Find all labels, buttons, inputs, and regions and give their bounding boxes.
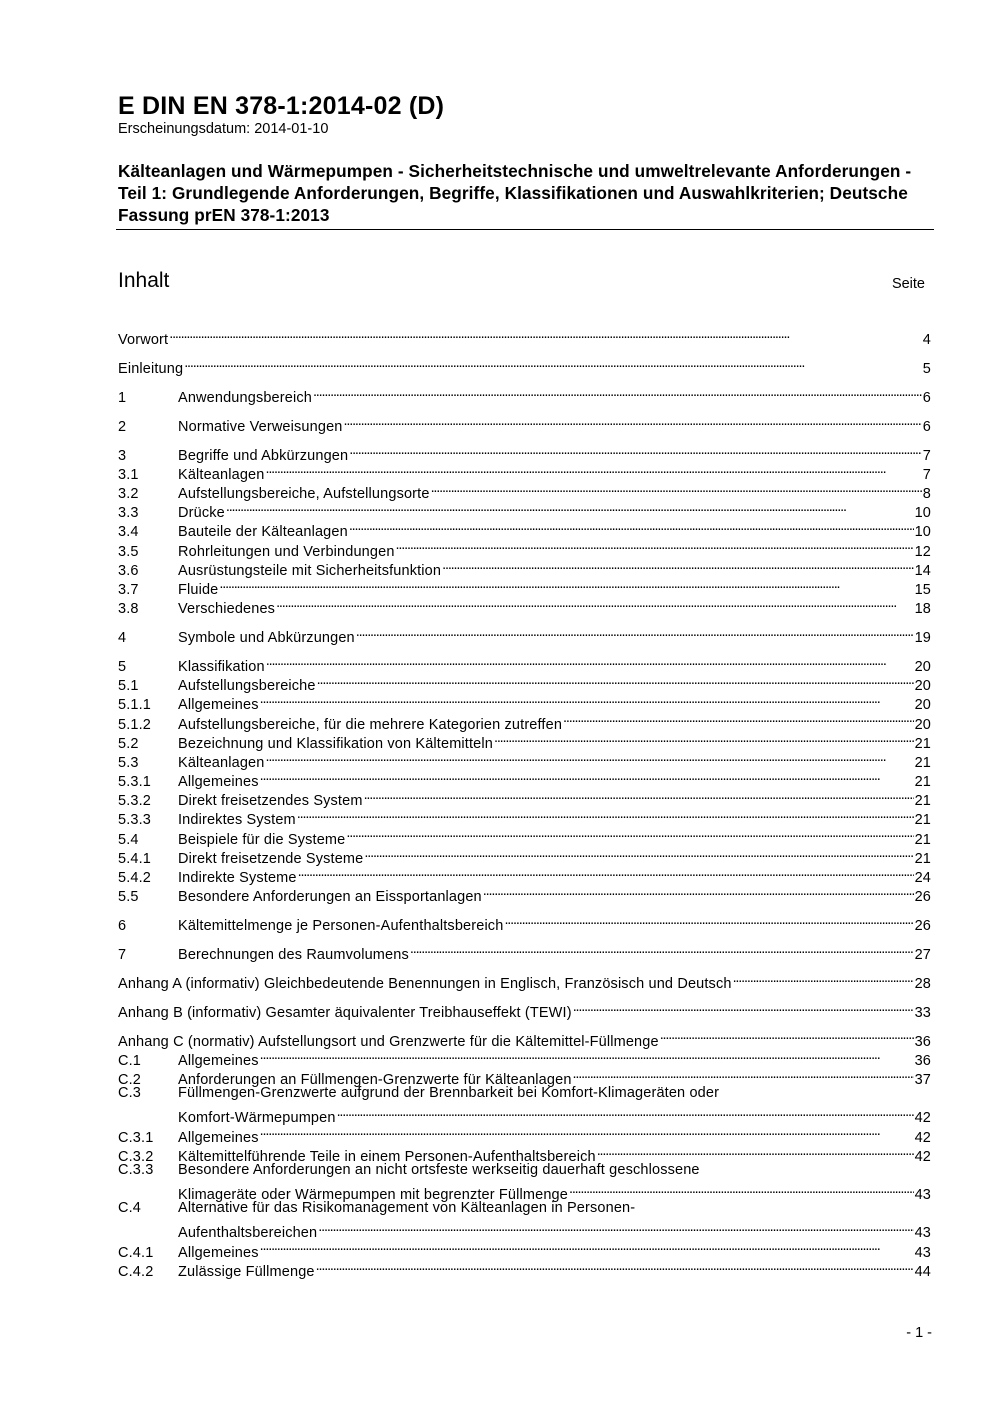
dot-leader <box>494 729 914 748</box>
toc-entry[interactable] <box>118 383 931 406</box>
toc-entry-page: 36 <box>914 1033 931 1050</box>
toc-entry-title: Direkt freisetzendes System <box>178 793 363 810</box>
toc-entry-page: 28 <box>914 975 931 992</box>
dot-leader <box>364 786 914 805</box>
toc-entry[interactable] <box>118 652 931 675</box>
toc-entry[interactable] <box>118 1084 931 1103</box>
document-title: Kälteanlagen und Wärmepumpen - Sicherheitstechnische und umweltrelevante Anforderungen - Teil 1: Grundlegende Anforderungen, Begriffe, Klassifikationen und Auswahlkriterien; Deutsche Fassung prEN 378-1:2013 <box>118 161 912 225</box>
toc-entry-page: 43 <box>914 1225 931 1242</box>
toc-entry-number: C.2 <box>118 1071 142 1088</box>
toc-entry-title: Indirektes System <box>178 812 296 829</box>
toc-entry-title: Anwendungsbereich <box>178 389 312 406</box>
toc-entry-title: Klassifikation <box>178 658 265 675</box>
toc-entry-title: Füllmengen-Grenzwerte aufgrund der Brennbarkeit bei Komfort-Klimageräten oder <box>178 1084 720 1101</box>
dot-leader <box>396 536 914 555</box>
dot-leader <box>219 575 913 594</box>
toc-entry[interactable] <box>118 498 931 522</box>
dot-leader <box>260 1046 914 1065</box>
dot-leader <box>260 690 914 709</box>
toc-entry-title: Bezeichnung und Klassifikation von Kältemitteln <box>178 735 493 752</box>
toc-entry-page: 42 <box>914 1110 931 1127</box>
toc-entry-title: Begriffe und Abkürzungen <box>178 447 349 464</box>
toc-entry-number: 3.5 <box>118 543 139 560</box>
toc-entry-title: Indirekte Systeme <box>178 870 297 886</box>
toc-entry-page: 21 <box>914 754 931 771</box>
toc-entry-page: 37 <box>914 1071 931 1088</box>
toc-entry-page: 27 <box>914 946 931 963</box>
toc-entry-title: Aufstellungsbereiche <box>178 678 316 695</box>
dot-leader <box>313 383 922 402</box>
toc-entry-title: Fluide <box>178 582 219 598</box>
toc-entry-page: 24 <box>914 870 931 886</box>
toc-entry-page: 5 <box>922 361 931 378</box>
toc-entry-title: Besondere Anforderungen an nicht ortsfeste werkseitig dauerhaft geschlossene <box>178 1161 700 1178</box>
dot-leader <box>431 479 922 498</box>
dot-leader <box>337 1103 914 1122</box>
toc-entry-number: 5.3.3 <box>118 812 151 829</box>
toc-entry[interactable] <box>118 517 931 541</box>
toc-entry-page: 6 <box>922 418 931 435</box>
toc-entry-page: 21 <box>914 793 931 810</box>
toc-entry-number: C.3.1 <box>118 1129 154 1146</box>
toc-entry[interactable] <box>118 441 931 464</box>
toc-entry-title: Ausrüstungsteile mit Sicherheitsfunktion <box>178 562 442 579</box>
toc-entry-title: Anhang B (informativ) Gesamter äquivalenter Treibhauseffekt (TEWI) <box>118 1004 572 1021</box>
toc-entry-number: 5 <box>118 658 127 675</box>
toc-entry-number: 5.4.1 <box>118 850 151 867</box>
toc-entry-title: Allgemeines <box>178 697 259 714</box>
toc-entry-page: 19 <box>914 630 931 647</box>
page-column-label: Seite <box>891 276 925 292</box>
dot-leader <box>265 460 921 479</box>
dot-leader <box>184 354 922 373</box>
toc-entry-number: 3 <box>118 447 127 464</box>
dot-leader <box>597 1142 914 1161</box>
toc-entry-number: 2 <box>118 418 127 435</box>
toc-entry[interactable] <box>118 998 931 1021</box>
table-of-contents <box>118 325 931 1280</box>
toc-entry-title: Einleitung <box>118 361 184 378</box>
toc-entry-page: 20 <box>914 678 931 695</box>
toc-entry-number: 5.5 <box>118 889 139 906</box>
toc-entry-number: 5.1 <box>118 678 139 695</box>
toc-entry-number: 3.8 <box>118 601 139 618</box>
dot-leader <box>169 325 922 344</box>
dot-leader <box>356 623 914 642</box>
toc-entry-title: Rohrleitungen und Verbindungen <box>178 543 395 560</box>
toc-entry-title: Kälteanlagen <box>178 754 265 771</box>
dot-leader <box>316 1257 914 1276</box>
dot-leader <box>226 498 914 517</box>
dot-leader <box>410 940 914 959</box>
toc-entry-title: Kältemittelführende Teile in einem Personen-Aufenthaltsbereich <box>178 1148 596 1165</box>
toc-entry-page: 15 <box>914 582 931 598</box>
toc-entry-page: 21 <box>914 735 931 752</box>
toc-entry-page: 42 <box>914 1148 931 1165</box>
toc-entry-page: 43 <box>914 1187 931 1204</box>
toc-entry-title: Aufstellungsbereiche, Aufstellungsorte <box>178 486 430 503</box>
toc-entry-title-continued: Aufenthaltsbereichen <box>178 1225 318 1242</box>
toc-entry-title: Normative Verweisungen <box>178 418 343 435</box>
toc-entry-number: 3.4 <box>118 524 139 541</box>
toc-entry-number: 5.3 <box>118 754 139 771</box>
toc-entry-page: 21 <box>914 812 931 829</box>
toc-entry-page: 8 <box>922 486 931 503</box>
toc-entry-title: Kältemittelmenge je Personen-Aufenthaltsbereich <box>178 918 504 935</box>
dot-leader <box>573 1065 914 1084</box>
toc-entry-title: Allgemeines <box>178 774 259 791</box>
dot-leader <box>364 844 913 863</box>
toc-entry-title: Allgemeines <box>178 1244 259 1261</box>
toc-entry-title: Allgemeines <box>178 1052 259 1069</box>
toc-entry[interactable] <box>118 940 931 963</box>
toc-entry-title: Anforderungen an Füllmengen-Grenzwerte für Kälteanlagen <box>178 1071 572 1088</box>
toc-entry[interactable] <box>118 325 931 349</box>
toc-entry[interactable] <box>118 969 931 992</box>
dot-leader <box>276 594 913 613</box>
toc-entry-page: 36 <box>914 1052 931 1069</box>
dot-leader <box>563 709 914 728</box>
toc-entry-number: 5.3.1 <box>118 774 151 791</box>
toc-entry-number: C.3.2 <box>118 1148 154 1165</box>
toc-entry-title: Berechnungen des Raumvolumens <box>178 946 409 963</box>
dot-leader <box>297 805 914 824</box>
dot-leader <box>569 1180 914 1199</box>
dot-leader <box>349 441 922 460</box>
dot-leader <box>733 969 914 988</box>
toc-entry-number: C.4 <box>118 1200 142 1217</box>
toc-entry-number: 5.3.2 <box>118 793 151 810</box>
toc-entry-page: 21 <box>914 850 931 867</box>
toc-entry-page: 14 <box>914 562 931 579</box>
publication-date: Erscheinungsdatum: 2014-01-10 <box>118 121 329 137</box>
toc-entry-number: C.1 <box>118 1052 142 1069</box>
toc-heading: Inhalt <box>118 269 170 292</box>
dot-leader <box>346 824 913 843</box>
toc-entry-title: Zulässige Füllmenge <box>178 1263 315 1280</box>
toc-entry-number: 6 <box>118 918 127 935</box>
toc-entry-number: 3.2 <box>118 486 139 503</box>
dot-leader <box>266 652 914 671</box>
toc-entry-page: 26 <box>914 889 931 906</box>
toc-entry-number: 1 <box>118 389 127 406</box>
toc-entry-number: C.3 <box>118 1084 142 1101</box>
toc-entry-page: 21 <box>914 831 931 848</box>
toc-entry-number: 4 <box>118 630 127 647</box>
dot-leader <box>317 671 914 690</box>
toc-entry-page: 18 <box>914 601 931 618</box>
title-divider <box>116 229 934 230</box>
toc-entry-page: 10 <box>914 505 931 522</box>
toc-entry-page: 12 <box>914 543 931 560</box>
toc-entry[interactable] <box>118 623 931 647</box>
toc-entry-number: 5.1.1 <box>118 697 151 714</box>
toc-entry-number: 3.6 <box>118 562 139 579</box>
toc-entry[interactable] <box>118 594 931 618</box>
dot-leader <box>298 863 914 882</box>
toc-entry-title: Anhang A (informativ) Gleichbedeutende Benennungen in Englisch, Französisch und Deutsch <box>118 975 732 992</box>
dot-leader <box>344 412 922 431</box>
dot-leader <box>504 911 913 930</box>
dot-leader <box>442 556 913 575</box>
toc-entry[interactable] <box>118 911 931 935</box>
toc-entry-title: Vorwort <box>118 332 169 349</box>
toc-entry-number: C.4.1 <box>118 1244 154 1261</box>
toc-entry-continuation[interactable] <box>118 1103 931 1127</box>
toc-entry-number: 5.1.2 <box>118 716 151 733</box>
page-number: - 1 - <box>906 1325 932 1341</box>
toc-entry[interactable] <box>118 1199 931 1218</box>
toc-entry[interactable] <box>118 1161 931 1180</box>
toc-entry-number: C.4.2 <box>118 1263 154 1280</box>
toc-entry-title: Bauteile der Kälteanlagen <box>178 524 348 541</box>
dot-leader <box>660 1026 914 1045</box>
toc-entry-continuation[interactable] <box>118 1180 931 1204</box>
toc-entry-continuation[interactable] <box>118 1218 931 1242</box>
toc-entry-number: 5.4 <box>118 831 139 848</box>
toc-entry-page: 4 <box>922 332 931 349</box>
toc-entry-title-continued: Klimageräte oder Wärmepumpen mit begrenzter Füllmenge <box>178 1187 568 1204</box>
toc-entry-title-continued: Komfort-Wärmepumpen <box>178 1110 336 1127</box>
toc-entry-page: 21 <box>914 774 931 791</box>
toc-entry-title: Direkt freisetzende Systeme <box>178 850 364 867</box>
dot-leader <box>260 767 914 786</box>
dot-leader <box>265 748 913 767</box>
toc-entry-number: 3.3 <box>118 505 139 522</box>
toc-entry-number: C.3.3 <box>118 1161 154 1178</box>
dot-leader <box>349 517 914 536</box>
dot-leader <box>318 1218 913 1237</box>
dot-leader <box>483 882 914 901</box>
toc-entry[interactable] <box>118 412 931 435</box>
toc-entry-page: 7 <box>922 466 931 483</box>
toc-entry[interactable] <box>118 354 931 378</box>
toc-entry-page: 10 <box>914 524 931 541</box>
toc-entry-title: Alternative für das Risikomanagement von Kälteanlagen in Personen- <box>178 1200 636 1217</box>
toc-entry-page: 44 <box>914 1263 931 1280</box>
dot-leader <box>573 998 914 1017</box>
toc-entry-title: Allgemeines <box>178 1129 259 1146</box>
toc-entry-title: Beispiele für die Systeme <box>178 831 346 848</box>
toc-entry-number: 5.4.2 <box>118 870 151 886</box>
toc-entry-page: 20 <box>914 658 931 675</box>
toc-entry-title: Kälteanlagen <box>178 466 265 483</box>
toc-entry-page: 33 <box>914 1004 931 1021</box>
toc-entry-title: Besondere Anforderungen an Eissportanlagen <box>178 889 482 906</box>
toc-entry-title: Drücke <box>178 505 225 522</box>
toc-entry-page: 20 <box>914 697 931 714</box>
dot-leader <box>260 1122 914 1141</box>
toc-entry[interactable] <box>118 575 931 598</box>
toc-entry-page: 43 <box>914 1244 931 1261</box>
toc-entry-title: Aufstellungsbereiche, für die mehrere Kategorien zutreffen <box>178 716 563 733</box>
toc-entry-page: 20 <box>914 716 931 733</box>
toc-entry-number: 5.2 <box>118 735 139 752</box>
toc-entry-page: 26 <box>914 918 931 935</box>
toc-entry-page: 42 <box>914 1129 931 1146</box>
toc-entry-number: 7 <box>118 946 127 963</box>
toc-entry-number: 3.7 <box>118 582 139 598</box>
document-id: E DIN EN 378-1:2014-02 (D) <box>118 92 445 120</box>
toc-entry-title: Anhang C (normativ) Aufstellungsort und Grenzwerte für die Kältemittel-Füllmenge <box>118 1033 659 1050</box>
toc-entry-page: 7 <box>922 447 931 464</box>
toc-entry-title: Verschiedenes <box>178 601 276 618</box>
toc-entry-title: Symbole und Abkürzungen <box>178 630 355 647</box>
dot-leader <box>260 1237 914 1256</box>
toc-entry-page: 6 <box>922 389 931 406</box>
toc-entry[interactable] <box>118 1026 931 1050</box>
toc-entry-number: 3.1 <box>118 466 139 483</box>
